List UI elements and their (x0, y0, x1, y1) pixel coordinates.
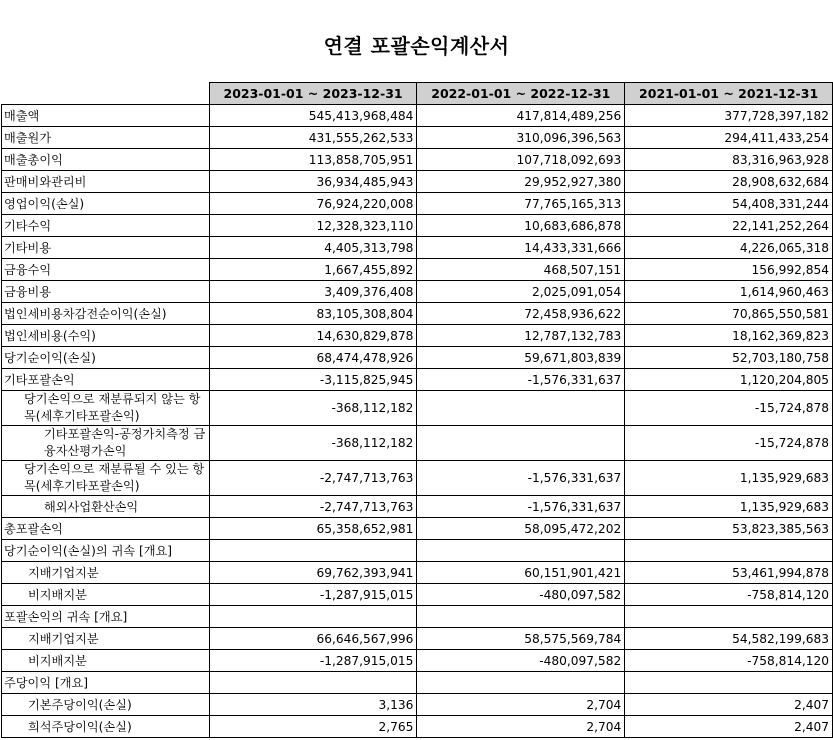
row-value: 1,614,960,463 (625, 281, 833, 303)
row-value: -15,724,878 (625, 426, 833, 461)
header-blank-cell (2, 83, 210, 105)
row-label: 판매비와관리비 (2, 171, 210, 193)
row-label: 기타수익 (2, 215, 210, 237)
table-row (2, 325, 833, 347)
table-body (2, 105, 833, 738)
row-value: 2,704 (417, 694, 625, 716)
row-value: 2,704 (417, 716, 625, 738)
row-value (417, 606, 625, 628)
row-value: 54,408,331,244 (625, 193, 833, 215)
table-row (2, 347, 833, 369)
row-value: -15,724,878 (625, 391, 833, 426)
row-value: 545,413,968,484 (209, 105, 417, 127)
row-value: 58,575,569,784 (417, 628, 625, 650)
row-value (209, 606, 417, 628)
income-statement-table (1, 82, 833, 738)
row-label: 당기순이익(손실) (2, 347, 210, 369)
row-value: 66,646,567,996 (209, 628, 417, 650)
table-row (2, 171, 833, 193)
header-row (2, 83, 833, 105)
row-value: 1,135,929,683 (625, 461, 833, 496)
row-value: 83,316,963,928 (625, 149, 833, 171)
column-header: 2021-01-01 ~ 2021-12-31 (625, 83, 833, 105)
row-value: 68,474,478,926 (209, 347, 417, 369)
row-value: 12,328,323,110 (209, 215, 417, 237)
row-label: 매출총이익 (2, 149, 210, 171)
row-value: 431,555,262,533 (209, 127, 417, 149)
table-row (2, 193, 833, 215)
row-value (417, 426, 625, 461)
row-value: 4,226,065,318 (625, 237, 833, 259)
row-value: 417,814,489,256 (417, 105, 625, 127)
row-value: 468,507,151 (417, 259, 625, 281)
row-label: 영업이익(손실) (2, 193, 210, 215)
row-value: 107,718,092,693 (417, 149, 625, 171)
table-row (2, 650, 833, 672)
row-label: 비지배지분 (2, 650, 210, 672)
row-value: 1,120,204,805 (625, 369, 833, 391)
table-row (2, 562, 833, 584)
row-value: 83,105,308,804 (209, 303, 417, 325)
row-value: 310,096,396,563 (417, 127, 625, 149)
row-value: -1,576,331,637 (417, 461, 625, 496)
row-label: 법인세비용(수익) (2, 325, 210, 347)
table-row (2, 694, 833, 716)
row-value (209, 672, 417, 694)
row-value: 2,407 (625, 716, 833, 738)
row-value: -1,576,331,637 (417, 496, 625, 518)
row-value: 14,630,829,878 (209, 325, 417, 347)
table-row (2, 518, 833, 540)
row-value (209, 540, 417, 562)
table-row (2, 716, 833, 738)
row-value: -758,814,120 (625, 650, 833, 672)
table-row (2, 127, 833, 149)
table-row (2, 237, 833, 259)
row-value: -1,287,915,015 (209, 650, 417, 672)
row-value: 18,162,369,823 (625, 325, 833, 347)
row-label: 주당이익 [개요] (2, 672, 210, 694)
table-row (2, 496, 833, 518)
row-value: -2,747,713,763 (209, 496, 417, 518)
row-value: 22,141,252,264 (625, 215, 833, 237)
row-label: 지배기업지분 (2, 562, 210, 584)
row-value: 53,823,385,563 (625, 518, 833, 540)
row-value: 54,582,199,683 (625, 628, 833, 650)
table-row (2, 259, 833, 281)
row-value (417, 391, 625, 426)
row-value: 58,095,472,202 (417, 518, 625, 540)
table-row (2, 606, 833, 628)
row-value: 12,787,132,783 (417, 325, 625, 347)
row-label: 기타비용 (2, 237, 210, 259)
row-value: 14,433,331,666 (417, 237, 625, 259)
row-label: 포괄손익의 귀속 [개요] (2, 606, 210, 628)
row-label: 법인세비용차감전순이익(손실) (2, 303, 210, 325)
row-value: -2,747,713,763 (209, 461, 417, 496)
row-label: 희석주당이익(손실) (2, 716, 210, 738)
table-row (2, 149, 833, 171)
row-label: 당기순이익(손실)의 귀속 [개요] (2, 540, 210, 562)
row-value: 113,858,705,951 (209, 149, 417, 171)
row-value: 2,407 (625, 694, 833, 716)
row-value: -368,112,182 (209, 391, 417, 426)
column-header: 2022-01-01 ~ 2022-12-31 (417, 83, 625, 105)
row-label: 해외사업환산손익 (2, 496, 210, 518)
row-value: 65,358,652,981 (209, 518, 417, 540)
table-row (2, 426, 833, 461)
row-label: 기본주당이익(손실) (2, 694, 210, 716)
row-value: 76,924,220,008 (209, 193, 417, 215)
row-value: 377,728,397,182 (625, 105, 833, 127)
row-value: -368,112,182 (209, 426, 417, 461)
row-label: 매출액 (2, 105, 210, 127)
row-value: 28,908,632,684 (625, 171, 833, 193)
row-value: 52,703,180,758 (625, 347, 833, 369)
row-value (417, 672, 625, 694)
row-value: -480,097,582 (417, 650, 625, 672)
table-row (2, 105, 833, 127)
row-value: 294,411,433,254 (625, 127, 833, 149)
row-value: 2,765 (209, 716, 417, 738)
table-row (2, 369, 833, 391)
row-value: 53,461,994,878 (625, 562, 833, 584)
row-value: 4,405,313,798 (209, 237, 417, 259)
row-label: 당기손익으로 재분류될 수 있는 항목(세후기타포괄손익) (2, 461, 210, 496)
row-label: 당기손익으로 재분류되지 않는 항목(세후기타포괄손익) (2, 391, 210, 426)
table-row (2, 281, 833, 303)
row-value: 2,025,091,054 (417, 281, 625, 303)
table-row (2, 215, 833, 237)
row-value: 59,671,803,839 (417, 347, 625, 369)
row-value: 3,409,376,408 (209, 281, 417, 303)
row-value: 10,683,686,878 (417, 215, 625, 237)
page-title: 연결 포괄손익계산서 (323, 34, 510, 58)
row-label: 비지배지분 (2, 584, 210, 606)
row-value (625, 540, 833, 562)
row-label: 금융비용 (2, 281, 210, 303)
row-value (625, 606, 833, 628)
row-label: 금융수익 (2, 259, 210, 281)
row-value: 36,934,485,943 (209, 171, 417, 193)
row-value: 1,135,929,683 (625, 496, 833, 518)
row-value: 3,136 (209, 694, 417, 716)
row-value: 29,952,927,380 (417, 171, 625, 193)
row-value: 77,765,165,313 (417, 193, 625, 215)
row-value: -3,115,825,945 (209, 369, 417, 391)
row-value: 60,151,901,421 (417, 562, 625, 584)
row-label: 지배기업지분 (2, 628, 210, 650)
row-value: 70,865,550,581 (625, 303, 833, 325)
row-label: 매출원가 (2, 127, 210, 149)
row-label: 기타포괄손익 (2, 369, 210, 391)
row-value: 69,762,393,941 (209, 562, 417, 584)
row-value (417, 540, 625, 562)
row-value (625, 672, 833, 694)
table-row (2, 584, 833, 606)
row-value: 1,667,455,892 (209, 259, 417, 281)
table-row (2, 672, 833, 694)
table-row (2, 303, 833, 325)
table-row (2, 540, 833, 562)
row-value: -1,287,915,015 (209, 584, 417, 606)
row-value: -1,576,331,637 (417, 369, 625, 391)
row-label: 기타포괄손익-공정가치측정 금융자산평가손익 (2, 426, 210, 461)
row-value: -480,097,582 (417, 584, 625, 606)
table-row (2, 628, 833, 650)
table-row (2, 461, 833, 496)
row-value: -758,814,120 (625, 584, 833, 606)
row-label: 총포괄손익 (2, 518, 210, 540)
table-row (2, 391, 833, 426)
column-header: 2023-01-01 ~ 2023-12-31 (209, 83, 417, 105)
row-value: 156,992,854 (625, 259, 833, 281)
row-value: 72,458,936,622 (417, 303, 625, 325)
